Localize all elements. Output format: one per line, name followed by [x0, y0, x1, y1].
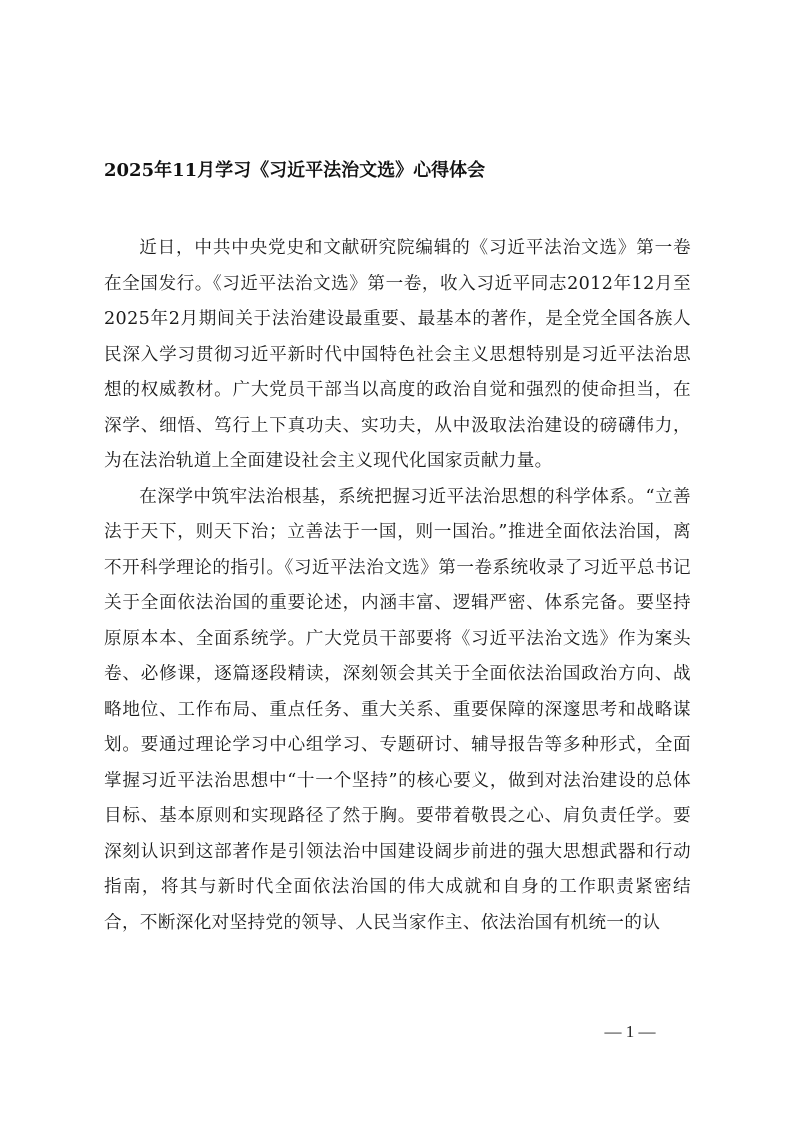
document-title: 2025年11月学习《习近平法治文选》心得体会 [104, 160, 486, 181]
document-body [104, 231, 691, 941]
paragraph-intro: 近日，中共中央党史和文献研究院编辑的《习近平法治文选》第一卷在全国发行。《习近平法治文选》第一卷，收入习近平同志2012年12月至2025年2月期间关于法治建设最重要、最基本的著作，是全党全国各族人民深入学习贯彻习近平新时代中国特色社会主义思想特别是习近平法治思想的权威教材。广大党员干部当以高度的政治自觉和强烈的使命担当，在深学、细悟、笃行上下真功夫、实功夫，从中汲取法治建设的磅礴伟力，为在法治轨道上全面建设社会主义现代化国家贡献力量。 [104, 238, 691, 471]
paragraph-deep-study: 在深学中筑牢法治根基，系统把握习近平法治思想的科学体系。“立善法于天下，则天下治；立善法于一国，则一国治。”推进全面依法治国，离不开科学理论的指引。《习近平法治文选》第一卷系统收录了习近平总书记关于全面依法治国的重要论述，内涵丰富、逻辑严密、体系完备。要坚持原原本本、全面系统学。广大党员干部要将《习近平法治文选》作为案头卷、必修课，逐篇逐段精读，深刻领会其关于全面依法治国政治方向、战略地位、工作布局、重点任务、重大关系、重要保障的深邃思考和战略谋划。要通过理论学习中心组学习、专题研讨、辅导报告等多种形式，全面掌握习近平法治思想中“十一个坚持”的核心要义，做到对法治建设的总体目标、基本原则和实现路径了然于胸。要带着敬畏之心、肩负责任学。要深刻认识到这部著作是引领法治中国建设阔步前进的强大思想武器和行动指南，将其与新时代全面依法治国的伟大成就和自身的工作职责紧密结合，不断深化对坚持党的领导、人民当家作主、依法治国有机统一的认 [104, 486, 691, 933]
page-number: — 1 — [604, 1022, 656, 1041]
